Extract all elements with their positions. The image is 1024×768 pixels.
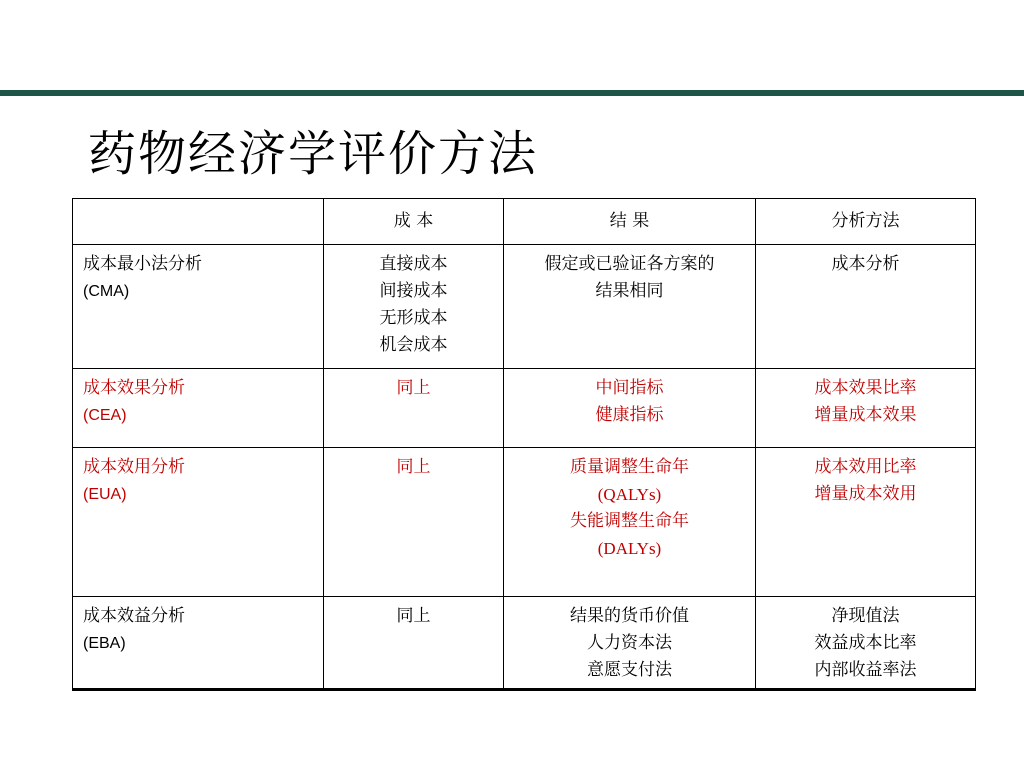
analysis-cell <box>756 245 976 369</box>
cost-item: 机会成本 <box>379 335 448 355</box>
table-header-row <box>73 199 976 245</box>
analysis-item: 内部收益率法 <box>814 660 917 680</box>
table-row-eba <box>73 597 976 690</box>
cost-item: 间接成本 <box>379 281 448 301</box>
method-name: 成本最小法分析 <box>83 254 202 274</box>
analysis-item: 增量成本效果 <box>814 405 917 425</box>
slide-title: 药物经济学评价方法 <box>88 126 539 182</box>
result-item: (QALYs) <box>597 485 662 504</box>
analysis-item: 成本效用比率 <box>814 457 917 477</box>
method-name: 成本效益分析 <box>83 606 185 626</box>
header-rule <box>0 90 1024 96</box>
table-row-eua <box>73 448 976 597</box>
result-item: (DALYs) <box>597 539 662 558</box>
result-item: 意愿支付法 <box>587 660 672 680</box>
cost-cell <box>324 245 504 369</box>
result-cell <box>504 448 756 597</box>
result-item: 失能调整生命年 <box>570 511 689 531</box>
cost-cell <box>324 369 504 448</box>
cost-item: 同上 <box>396 378 431 398</box>
result-cell <box>504 369 756 448</box>
table-row-cma <box>73 245 976 369</box>
result-item: 假定或已验证各方案的 <box>544 254 715 274</box>
result-item: 中间指标 <box>595 378 664 398</box>
header-cost: 成 本 <box>324 199 504 245</box>
evaluation-methods-table <box>72 198 976 691</box>
analysis-item: 效益成本比率 <box>814 633 917 653</box>
header-empty <box>73 199 324 245</box>
result-item: 质量调整生命年 <box>570 457 689 477</box>
result-item: 结果的货币价值 <box>570 606 689 626</box>
result-cell <box>504 245 756 369</box>
analysis-item: 净现值法 <box>831 606 900 626</box>
cost-item: 直接成本 <box>379 254 448 274</box>
header-result: 结 果 <box>504 199 756 245</box>
table-row-cea <box>73 369 976 448</box>
header-analysis: 分析方法 <box>756 199 976 245</box>
result-item: 健康指标 <box>595 405 664 425</box>
method-cell <box>73 597 324 690</box>
method-cell <box>73 448 324 597</box>
cost-cell <box>324 448 504 597</box>
analysis-item: 增量成本效用 <box>814 484 917 504</box>
result-cell <box>504 597 756 690</box>
method-abbr: (CEA) <box>83 407 127 424</box>
analysis-cell <box>756 369 976 448</box>
method-abbr: (CMA) <box>83 283 130 300</box>
method-cell <box>73 245 324 369</box>
cost-item: 无形成本 <box>379 308 448 328</box>
method-cell <box>73 369 324 448</box>
method-name: 成本效用分析 <box>83 457 185 477</box>
cost-item: 同上 <box>396 457 431 477</box>
cost-cell <box>324 597 504 690</box>
method-abbr: (EBA) <box>83 635 126 652</box>
cost-item: 同上 <box>396 606 431 626</box>
method-name: 成本效果分析 <box>83 378 185 398</box>
analysis-item: 成本效果比率 <box>814 378 917 398</box>
method-abbr: (EUA) <box>83 486 127 503</box>
analysis-cell <box>756 448 976 597</box>
result-item: 人力资本法 <box>587 633 672 653</box>
analysis-cell <box>756 597 976 690</box>
result-item: 结果相同 <box>595 281 664 301</box>
analysis-item: 成本分析 <box>831 254 900 274</box>
